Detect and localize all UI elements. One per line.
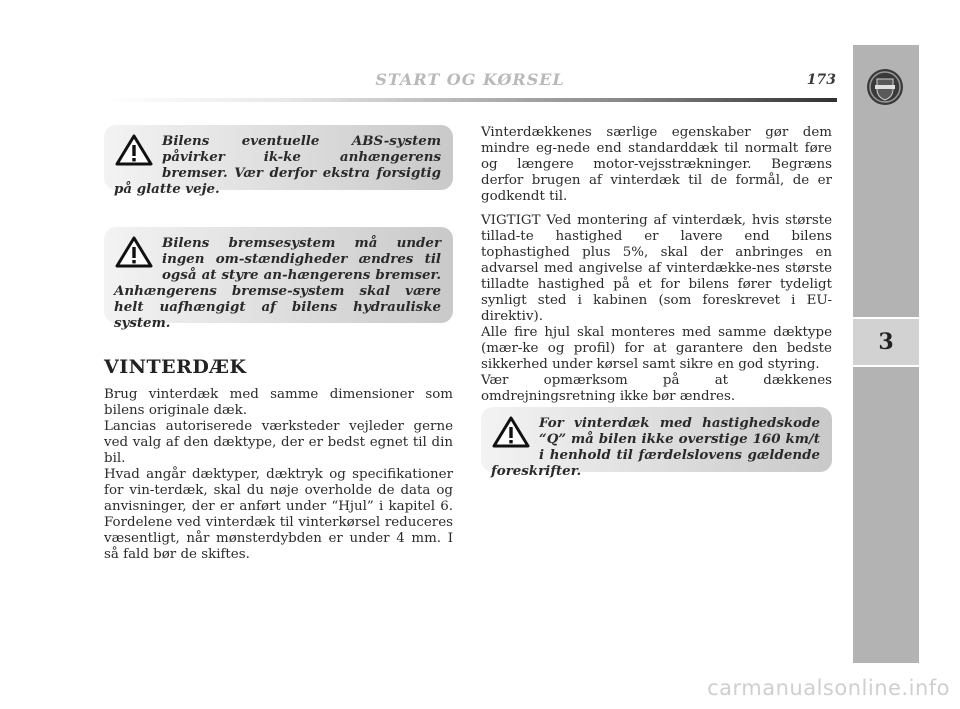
warning-text: For vinterdæk med hastighedskode “Q” må bilen ikke overstige 160 km/t i henhold til færdelslovens gældende foreskrifter. [491, 415, 820, 479]
section-heading: VINTERDÆK [104, 356, 247, 378]
warning-triangle-icon [114, 235, 154, 269]
header-title: START OG KØRSEL [375, 70, 565, 89]
watermark: carmanualsonline.info [707, 676, 950, 700]
warning-box-brakes [104, 227, 453, 331]
paragraph: Hvad angår dæktyper, dæktryk og specifikationer for vin-terdæk, skal du nøje overholde de data og anvisninger, der er anført under “Hjul” i kapitel 6. Fordelene ved vinterdæk til vinterkørsel reduceres væsentligt, når mønsterdybden er under 4 mm. I så fald bør de skiftes. [104, 467, 453, 562]
warning-triangle-icon [114, 133, 154, 167]
paragraph: Vær opmærksom på at dækkenes omdrejningsretning ikke bør ændres. [481, 373, 832, 404]
right-body-text [481, 125, 832, 405]
paragraph: Lancias autoriserede værksteder vejleder gerne ved valg af den dæktype, der er bedst egnet til din bil. [104, 419, 453, 466]
paragraph: VIGTIGT Ved montering af vinterdæk, hvis største tillad-te hastighed er lavere end bilens tophastighed plus 5%, skal der anbringes en advarsel med angivelse af vinterdække-nes største tilladte hastighed på et for bilens fører tydeligt synligt sted i kabinen (som foreskrevet i EU-direktiv). [481, 213, 832, 324]
warning-text: Bilens bremsesystem må under ingen om-stændigheder ændres til også at styre an-hængerens bremser. Anhængerens bremse-system skal være helt uafhængigt af bilens hydrauliske system. [114, 235, 441, 331]
lancia-shield-icon [865, 67, 905, 107]
header-rule [105, 98, 837, 102]
warning-box-speed [481, 407, 832, 479]
warning-text: Bilens eventuelle ABS-system påvirker ik-ke anhængerens bremser. Vær derfor ekstra forsigtig på glatte veje. [114, 133, 441, 197]
page-number: 173 [806, 72, 836, 88]
warning-box-abs [104, 125, 453, 197]
warning-triangle-icon [491, 415, 531, 449]
paragraph: Brug vinterdæk med samme dimensioner som bilens originale dæk. [104, 387, 453, 418]
chapter-tab[interactable]: 3 [853, 317, 919, 367]
paragraph: Vinterdækkenes særlige egenskaber gør dem mindre eg-nede end standarddæk til normalt føre og længere motor-vejsstrækninger. Begræns derfor brugen af vinterdæk til de formål, de er godkendt til. [481, 125, 832, 204]
paragraph: Alle fire hjul skal monteres med samme dæktype (mær-ke og profil) for at garantere den bedste sikkerhed under kørsel samt sikre en god styring. [481, 325, 832, 372]
left-body-text [104, 387, 453, 563]
chapter-sidebar [853, 45, 919, 663]
